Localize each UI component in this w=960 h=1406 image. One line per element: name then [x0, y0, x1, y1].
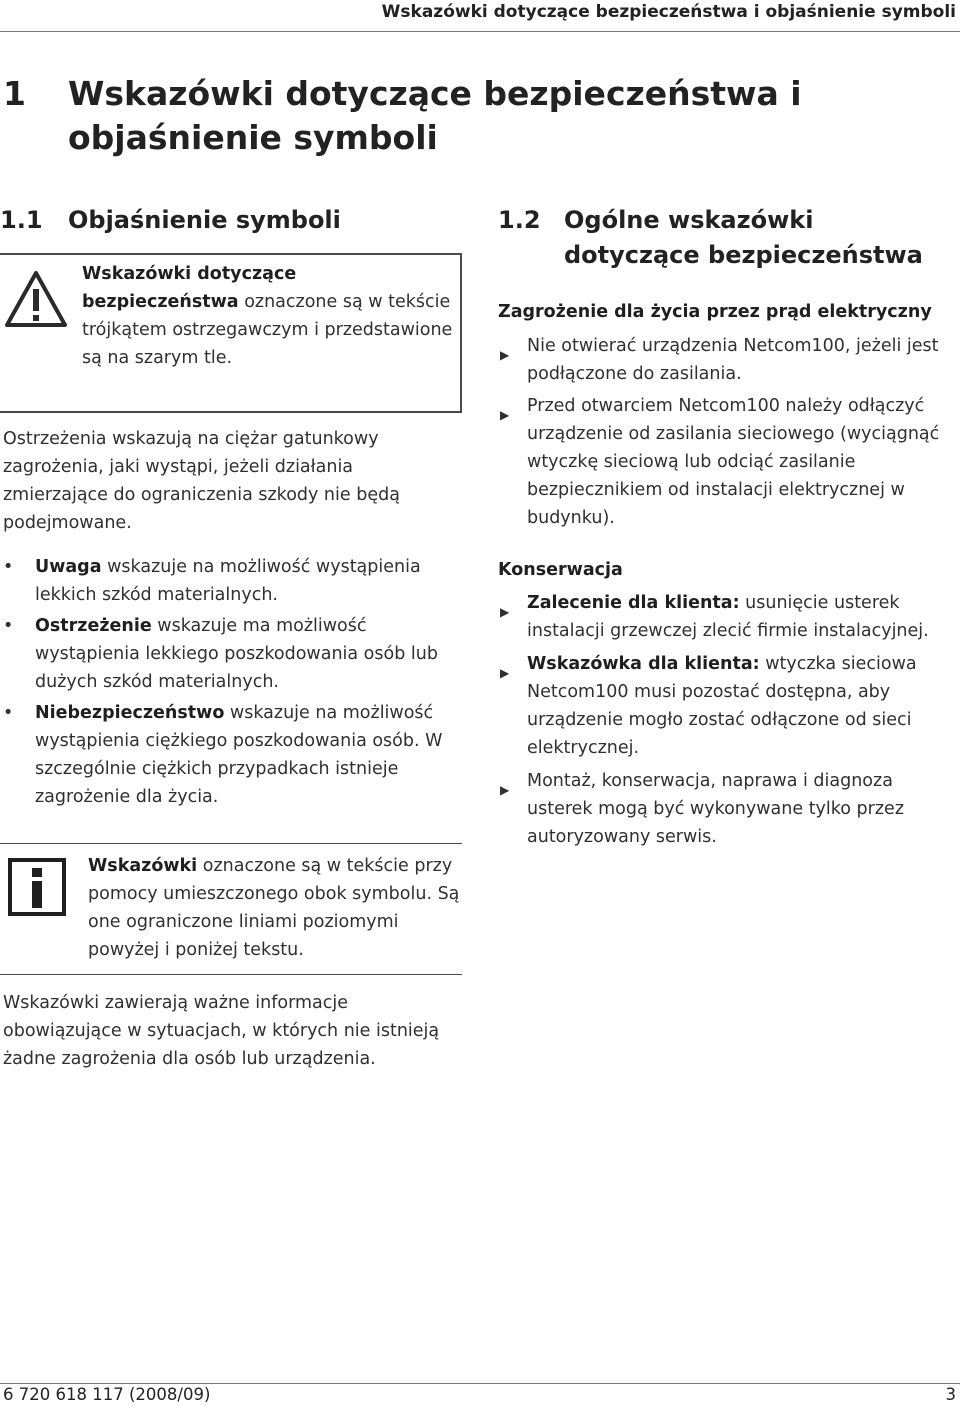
arrow-bullet-icon: ▶ — [500, 348, 510, 362]
bullet-mark: • — [3, 557, 14, 577]
list-item: • Ostrzeżenie wskazuje ma możliwość wystąpienia lekkiego poszkodowania osób lub dużych szkód materialnych. — [3, 612, 461, 696]
maintenance-heading: Konserwacja — [498, 560, 623, 580]
arrow-bullet-icon: ▶ — [500, 783, 510, 797]
info-icon — [8, 858, 66, 916]
section-title-text: Ogólne wskazówki dotyczące bezpieczeństwa — [564, 206, 923, 269]
section-number: 1.1 — [0, 206, 43, 234]
signal-words-list — [3, 553, 461, 811]
section-number: 1.2 — [498, 206, 541, 234]
chapter-title-text: Wskazówki dotyczące bezpieczeństwa i objaśnienie symboli — [68, 74, 802, 157]
arrow-bullet-icon: ▶ — [500, 605, 510, 619]
closing-paragraph: Wskazówki zawierają ważne informacje obowiązujące w sytuacjach, w których nie istnieją żadne zagrożenia dla osób lub urządzenia. — [3, 993, 440, 1069]
list-item: • Niebezpieczeństwo wskazuje na możliwość wystąpienia ciężkiego poszkodowania osób. W szczególnie ciężkich przypadkach istnieje zagrożenie dla życia. — [3, 699, 461, 811]
info-box-bottom-rule — [0, 974, 462, 975]
warning-triangle-icon — [4, 269, 68, 329]
arrow-bullet-icon: ▶ — [500, 666, 510, 680]
page-number: 3 — [945, 1385, 956, 1404]
warning-box-text: Wskazówki dotyczące bezpieczeństwa oznaczone są w tekście trójkątem ostrzegawczym i przedstawione są na szarym tle. — [82, 264, 453, 368]
footer-rule — [0, 1383, 960, 1384]
chapter-number: 1 — [3, 74, 26, 113]
section-title-1-1 — [0, 203, 470, 238]
document-id: 6 720 618 117 (2008/09) — [3, 1385, 211, 1404]
list-item: ▶ Wskazówka dla klienta: wtyczka sieciowa Netcom100 musi pozostać dostępna, aby urządzenie mogło zostać odłączone od sieci elektrycznej. — [500, 654, 917, 758]
header-rule — [0, 31, 960, 32]
danger-heading: Zagrożenie dla życia przez prąd elektryczny — [498, 302, 932, 322]
info-box-top-rule — [0, 843, 462, 844]
list-item: • Uwaga wskazuje na możliwość wystąpienia lekkich szkód materialnych. — [3, 553, 461, 609]
section-title-text: Objaśnienie symboli — [68, 206, 341, 234]
arrow-bullet-icon: ▶ — [500, 408, 510, 422]
list-item: ▶ Przed otwarciem Netcom100 należy odłączyć urządzenie od zasilania sieciowego (wyciągnąć wtyczkę sieciową lub odciąć zasilanie bezpiecznikiem od instalacji elektrycznej w budynku). — [500, 396, 940, 528]
signal-words-paragraph: Ostrzeżenia wskazują na ciężar gatunkowy zagrożenia, jaki wystąpi, jeżeli działania zmierzające do ograniczenia szkody nie będą podejmowane. — [3, 429, 400, 533]
bullet-mark: • — [3, 703, 14, 723]
info-box-text: Wskazówki oznaczone są w tekście przy pomocy umieszczonego obok symbolu. Są one ograniczone liniami poziomymi powyżej i poniżej tekstu. — [88, 856, 460, 960]
danger-list — [498, 332, 958, 532]
list-item: ▶ Nie otwierać urządzenia Netcom100, jeżeli jest podłączone do zasilania. — [500, 336, 939, 384]
list-item: ▶ Zalecenie dla klienta: usunięcie usterek instalacji grzewczej zlecić firmie instalacyjnej. — [500, 593, 929, 641]
list-item: ▶ Montaż, konserwacja, naprawa i diagnoza usterek mogą być wykonywane tylko przez autoryzowany serwis. — [500, 771, 905, 847]
running-header: Wskazówki dotyczące bezpieczeństwa i objaśnienie symboli — [381, 2, 956, 22]
maintenance-list — [498, 589, 960, 851]
section-title-1-2 — [498, 203, 958, 273]
warning-example-box — [0, 253, 462, 413]
bullet-mark: • — [3, 616, 14, 636]
